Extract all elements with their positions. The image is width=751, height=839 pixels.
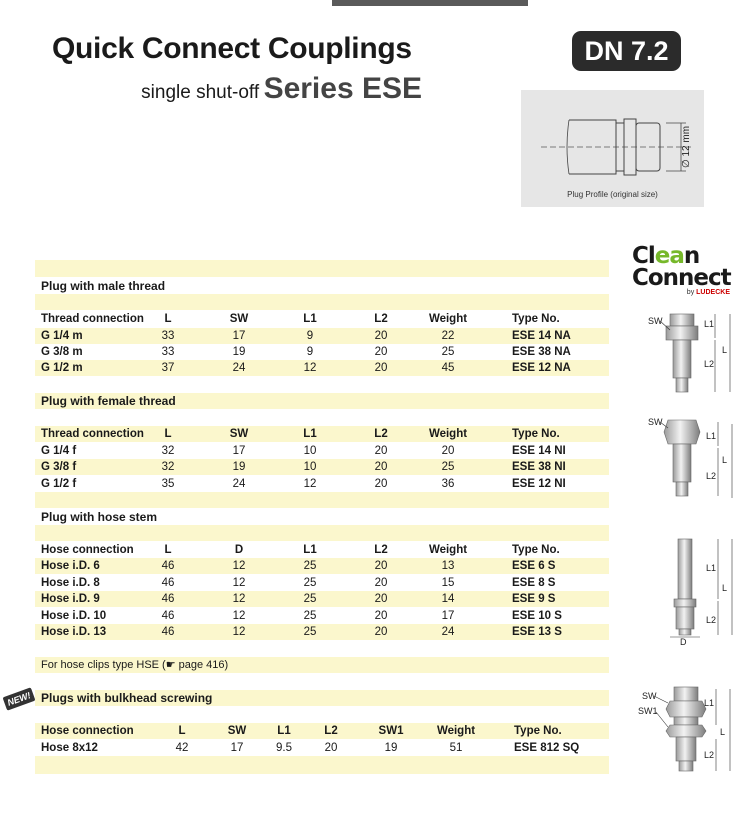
spacer-band — [35, 756, 609, 774]
male-plug-illustration — [630, 308, 745, 398]
cell: 9 — [306, 330, 314, 342]
table-row — [35, 575, 609, 591]
cell: 19 — [384, 742, 398, 754]
cell: 46 — [161, 560, 175, 572]
page-title: Quick Connect Couplings — [52, 32, 412, 65]
l2-label: L2 — [706, 471, 717, 481]
l-label: L — [720, 727, 726, 737]
col-header: L2 — [374, 544, 388, 556]
cell: 15 — [441, 577, 455, 589]
cell: Hose i.D. 8 — [41, 577, 100, 589]
table-row — [35, 459, 609, 475]
cell: ESE 38 NI — [512, 461, 566, 473]
plug-profile-caption: Plug Profile (original size) — [567, 190, 658, 199]
cell: 17 — [441, 610, 455, 622]
cell: Hose i.D. 13 — [41, 626, 107, 638]
col-header: SW — [229, 313, 249, 325]
col-header: L1 — [303, 544, 317, 556]
cell: Hose 8x12 — [41, 742, 98, 754]
col-header: L2 — [374, 428, 388, 440]
hose-clip-note-row — [35, 657, 609, 673]
cell: 12 — [303, 362, 317, 374]
col-header: Type No. — [512, 544, 560, 556]
section-title-male — [35, 278, 609, 294]
spacer-band — [35, 260, 609, 277]
cell: Hose i.D. 10 — [41, 610, 107, 622]
l1-label: L1 — [706, 563, 717, 573]
table-row — [35, 443, 609, 459]
cell: ESE 13 S — [512, 626, 562, 638]
cell: 33 — [161, 330, 175, 342]
plug-profile-figure — [521, 90, 704, 207]
table-row — [35, 608, 609, 624]
cell: ESE 6 S — [512, 560, 556, 572]
cell: 20 — [324, 742, 338, 754]
l1-label: L1 — [704, 698, 715, 708]
col-header: Weight — [436, 725, 476, 737]
cell: 25 — [441, 461, 455, 473]
l-label: L — [722, 345, 728, 355]
spacer-band — [35, 525, 609, 541]
cell: 10 — [303, 461, 317, 473]
col-header: L — [164, 544, 172, 556]
cell: 20 — [374, 461, 388, 473]
section-heading: Plugs with bulkhead screwing — [41, 691, 213, 705]
cell: 20 — [374, 593, 388, 605]
cell: 33 — [161, 346, 175, 358]
l2-label: L2 — [704, 359, 715, 369]
col-header: L — [164, 428, 172, 440]
page-subtitle — [141, 72, 422, 106]
cell: 35 — [161, 478, 175, 490]
cell: 25 — [441, 346, 455, 358]
cell: 12 — [232, 593, 246, 605]
cell: 25 — [303, 577, 317, 589]
cell: 20 — [374, 362, 388, 374]
cell: G 3/8 m — [41, 346, 83, 358]
table-row — [35, 591, 609, 607]
cell: ESE 812 SQ — [514, 742, 580, 754]
col-header: Weight — [428, 544, 468, 556]
cell: 10 — [303, 445, 317, 457]
cell: 42 — [175, 742, 189, 754]
cell: 25 — [303, 593, 317, 605]
table-row — [35, 476, 609, 492]
spacer-band — [35, 707, 609, 723]
logo-brand: LUDECKE — [696, 289, 730, 296]
col-header: L — [178, 725, 186, 737]
section-heading: Plug with female thread — [41, 394, 176, 408]
l2-label: L2 — [704, 750, 715, 760]
logo-by: by — [686, 289, 695, 296]
cell: G 1/4 f — [41, 445, 77, 457]
cell: ESE 9 S — [512, 593, 556, 605]
cell: Hose i.D. 9 — [41, 593, 100, 605]
logo-text: Cl — [632, 243, 655, 269]
cell: 17 — [230, 742, 244, 754]
cell: 20 — [374, 445, 388, 457]
spacer-band — [35, 641, 609, 657]
table-row — [35, 344, 609, 360]
logo-text-end: n — [683, 243, 700, 269]
col-header: SW — [229, 428, 249, 440]
cell: 12 — [232, 560, 246, 572]
top-bar — [332, 0, 528, 6]
clean-connect-logo — [632, 245, 744, 296]
table-header — [35, 542, 609, 558]
cell: ESE 38 NA — [512, 346, 571, 358]
new-badge: NEW! — [3, 687, 36, 710]
cell: ESE 14 NI — [512, 445, 566, 457]
col-header: L2 — [324, 725, 338, 737]
cell: ESE 10 S — [512, 610, 562, 622]
l-label: L — [722, 583, 728, 593]
col-header: Weight — [428, 428, 468, 440]
cell: 12 — [232, 610, 246, 622]
table-row — [35, 558, 609, 574]
col-header: Weight — [428, 313, 468, 325]
section-heading: Plug with male thread — [41, 279, 166, 293]
logo-text-accent: ea — [654, 243, 684, 269]
cell: 32 — [161, 445, 175, 457]
table-row — [35, 360, 609, 376]
cell: G 1/4 m — [41, 330, 83, 342]
cell: 17 — [232, 445, 246, 457]
l-label: L — [722, 455, 728, 465]
sw-label: SW — [642, 691, 657, 701]
section-title-female — [35, 393, 609, 409]
section-title-bulkhead — [35, 690, 609, 706]
spacer-band — [35, 492, 609, 508]
cell: 12 — [232, 626, 246, 638]
cell: G 1/2 f — [41, 478, 77, 490]
cell: 24 — [441, 626, 455, 638]
col-header: Type No. — [512, 428, 560, 440]
cell: 9.5 — [276, 742, 292, 754]
bulkhead-plug-illustration — [630, 683, 745, 778]
d-label: D — [680, 637, 687, 647]
cell: 24 — [232, 478, 246, 490]
col-header: L2 — [374, 313, 388, 325]
col-header: SW1 — [378, 725, 404, 737]
cell: G 3/8 f — [41, 461, 77, 473]
cell: 25 — [303, 610, 317, 622]
cell: 13 — [441, 560, 455, 572]
cell: 46 — [161, 593, 175, 605]
col-header: Type No. — [512, 313, 560, 325]
cell: 51 — [449, 742, 463, 754]
cell: 46 — [161, 577, 175, 589]
hose-plug-illustration — [630, 535, 745, 650]
cell: 22 — [441, 330, 455, 342]
l2-label: L2 — [706, 615, 717, 625]
col-header: Hose connection — [41, 725, 134, 737]
cell: 20 — [441, 445, 455, 457]
col-header: L1 — [303, 428, 317, 440]
dn-badge: DN 7.2 — [572, 31, 681, 71]
plug-profile-drawing — [521, 90, 704, 190]
spacer-band — [35, 294, 609, 310]
col-header: L1 — [303, 313, 317, 325]
cell: ESE 12 NA — [512, 362, 571, 374]
cell: 12 — [303, 478, 317, 490]
subtitle-prefix: single shut-off — [141, 82, 260, 103]
col-header: L1 — [277, 725, 291, 737]
hose-clip-note: For hose clips type HSE (☛ page 416) — [41, 659, 229, 671]
spacer-band — [35, 410, 609, 426]
cell: 46 — [161, 610, 175, 622]
female-plug-illustration — [630, 412, 745, 502]
logo-text-connect: Connect — [632, 265, 731, 291]
cell: 25 — [303, 560, 317, 572]
spacer-band — [35, 674, 609, 690]
cell: 20 — [374, 577, 388, 589]
sw-label: SW — [648, 417, 663, 427]
cell: 25 — [303, 626, 317, 638]
cell: 36 — [441, 478, 455, 490]
col-header: Thread connection — [41, 428, 144, 440]
section-title-hose — [35, 509, 609, 525]
cell: 37 — [161, 362, 175, 374]
l1-label: L1 — [706, 431, 717, 441]
col-header: D — [234, 544, 244, 556]
col-header: Thread connection — [41, 313, 144, 325]
cell: 19 — [232, 346, 246, 358]
cell: 14 — [441, 593, 455, 605]
cell: 19 — [232, 461, 246, 473]
col-header: L — [164, 313, 172, 325]
cell: 17 — [232, 330, 246, 342]
col-header: Hose connection — [41, 544, 134, 556]
sw1-label: SW1 — [638, 706, 658, 716]
cell: ESE 8 S — [512, 577, 556, 589]
cell: 12 — [232, 577, 246, 589]
cell: 24 — [232, 362, 246, 374]
table-row — [35, 624, 609, 640]
cell: ESE 12 NI — [512, 478, 566, 490]
cell: Hose i.D. 6 — [41, 560, 100, 572]
table-header — [35, 426, 609, 442]
cell: 20 — [374, 478, 388, 490]
cell: 20 — [374, 330, 388, 342]
cell: G 1/2 m — [41, 362, 83, 374]
diameter-label: ∅ 12 mm — [681, 125, 692, 169]
cell: 20 — [374, 610, 388, 622]
cell: 45 — [441, 362, 455, 374]
cell: 20 — [374, 346, 388, 358]
table-header — [35, 311, 609, 327]
table-row — [35, 740, 609, 756]
cell: 46 — [161, 626, 175, 638]
cell: 9 — [306, 346, 314, 358]
table-header — [35, 723, 609, 739]
col-header: SW — [227, 725, 247, 737]
sw-label: SW — [648, 316, 663, 326]
section-heading: Plug with hose stem — [41, 510, 158, 524]
table-row — [35, 328, 609, 344]
cell: 32 — [161, 461, 175, 473]
cell: 20 — [374, 560, 388, 572]
col-header: Type No. — [514, 725, 562, 737]
series-name: Series ESE — [263, 72, 422, 105]
cell: 20 — [374, 626, 388, 638]
cell: ESE 14 NA — [512, 330, 571, 342]
l1-label: L1 — [704, 319, 715, 329]
